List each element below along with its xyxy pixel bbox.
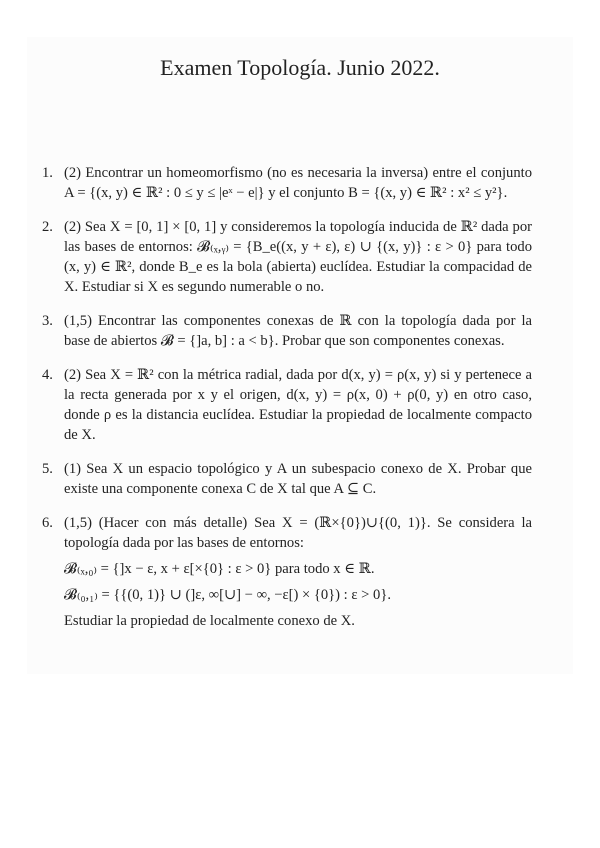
problem-list <box>42 163 532 645</box>
problem-text: (2) Encontrar un homeomorfismo (no es necesaria la inversa) entre el conjunto A = {(x, y) ∈ ℝ² : 0 ≤ y ≤ |eˣ − e|} y el conjunto B = {(x, y) ∈ ℝ² : x² ≤ y²}. <box>64 165 532 201</box>
problem-number: 5. <box>42 461 53 477</box>
problem-item <box>42 459 532 499</box>
problem-item <box>42 217 532 297</box>
problem-text: (1,5) Encontrar las componentes conexas de ℝ con la topología dada por la base de abiertos 𝓑 = {]a, b] : a < b}. Probar que son componentes conexas. <box>64 313 532 349</box>
problem-text: (1) Sea X un espacio topológico y A un subespacio conexo de X. Probar que existe una componente conexa C de X tal que A ⊆ C. <box>64 461 532 497</box>
exam-title: Examen Topología. Junio 2022. <box>160 55 440 80</box>
neighborhood-base-line: 𝓑₍₀,₁₎ = {{(0, 1)} ∪ (]ε, ∞[∪] − ∞, −ε[) × {0}) : ε > 0}. <box>64 587 391 603</box>
problem-item <box>42 311 532 351</box>
neighborhood-base-line: 𝓑₍ₓ,₀₎ = {]x − ε, x + ε[×{0} : ε > 0} para todo x ∈ ℝ. <box>64 561 375 577</box>
problem-item <box>42 163 532 203</box>
problem-number: 3. <box>42 313 53 329</box>
problem-item <box>42 513 532 631</box>
problem-number: 2. <box>42 219 53 235</box>
problem-number: 6. <box>42 515 53 531</box>
problem-number: 4. <box>42 367 53 383</box>
problem-question: Estudiar la propiedad de localmente conexo de X. <box>64 613 355 629</box>
problem-number: 1. <box>42 165 53 181</box>
problem-text: (2) Sea X = ℝ² con la métrica radial, dada por d(x, y) = ρ(x, y) si y pertenece a la recta generada por x y el origen, d(x, y) = ρ(x, 0) + ρ(0, y) en otro caso, donde ρ es la distancia euclídea. Estudiar la propiedad de localmente compacto de X. <box>64 367 532 443</box>
problem-item <box>42 365 532 445</box>
problem-text: (2) Sea X = [0, 1] × [0, 1] y consideremos la topología inducida de ℝ² dada por las bases de entornos: 𝓑₍ₓ,ᵧ₎ = {B_e((x, y + ε), ε) ∪ {(x, y)} : ε > 0} para todo (x, y) ∈ ℝ², donde B_e es la bola (abierta) euclídea. Estudiar la compacidad de X. Estudiar si X es segundo numerable o no. <box>64 219 532 295</box>
problem-text: (1,5) (Hacer con más detalle) Sea X = (ℝ×{0})∪{(0, 1)}. Se considera la topología dada por las bases de entornos: <box>64 515 532 551</box>
